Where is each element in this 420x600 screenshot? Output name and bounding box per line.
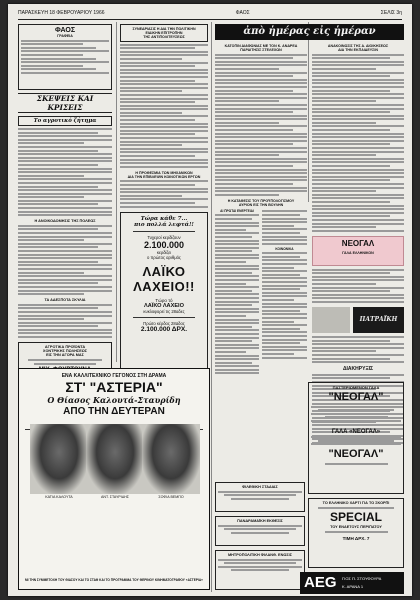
header-rule [18,19,402,20]
date-line: ΠΑΡΑΣΚΕΥΗ 18 ΦΕΒΡΟΥΑΡΙΟΥ 1966 [18,10,105,16]
col3-small-title: ΑΙ ΠΡΩΤΑΙ ΕΝΕΡΓΕΙΑΙ [220,208,254,213]
lottery-line-8: κυκλοφορεί τις 28αδες [143,308,185,314]
ad-line-1: ΑΓΡΟΤΙΚΑ ΠΡΟΪΟΝΤΑ [44,345,86,350]
club-title: ΠΑΝΔΡΑΜΑΪΚΗ ΕΚΘΕΣΙΣ [237,519,283,523]
newspaper-page [8,4,412,596]
lottery-line-2: πιο πολλά λεφτά!! [134,221,194,228]
article2-title: Η ΑΝΟΙΚΟΔΟΜΗΣΙΣ ΤΗΣ ΠΟΛΕΩΣ [34,219,96,224]
masthead-sub: ΓΡΑΦΕΙΑ [57,34,73,38]
col3-small-title-2: ΚΟΙΝΩΝΙΚΑ [275,246,294,251]
aeg-line-1: ΓΙΟΣ Π. ΣΤΟΥΦΟΥΡΑ [342,576,382,581]
article3-body [18,304,112,338]
portrait-caption-2: ΑΝΤ. ΣΤΑΥΡΙΔΗΣ [100,495,130,499]
special-line-1: ΤΟ ΕΛΛΗΝΙΚΟ ΧΑΡΤΙ ΓΙΑ ΤΟ ΣΚΟΡΠΙ [322,501,390,505]
special-brand: SPECIAL [329,510,382,525]
top-headline-box [120,24,208,42]
col4-article2-body [312,269,404,303]
theatre-line-1: ΕΝΑ ΚΑΛΛΙΤΕΧΝΙΚΟ ΓΕΓΟΝΟΣ ΣΤΗ ΔΡΑΜΑ [61,373,167,379]
pink-milk-ad [312,236,404,266]
aeg-line-2: Κ. ΑΡΑΝΑ 1 [342,584,364,589]
top-headline-1: ΣΥΝΕΔΡΙΑΣΙΣ Η ΔΙΑ ΤΗΝ ΠΟΛΙΤΙΚΗΝ [132,27,196,31]
lottery-line-1: Τώρα κάθε 7... [140,215,188,222]
page-label: ΣΕΛΙΣ 3η [380,10,402,16]
metro-title: ΜΗΤΡΟΠΟΛΙΤΙΚΗ ΦΙΛΑΝΘ. ΕΝΩΣΙΣ [228,553,292,557]
special-ad [308,498,404,568]
article1-body [18,128,112,216]
banner-title: ἀπὸ ἡμέρας εἰς ἡμέραν [215,24,404,40]
col3-headline-1a: ΚΑΤΟΠΙΝ ΔΙΑΦΩΝΙΑΣ ΜΕ ΤΟΝ Κ. ΑΝΔΡΕΑ [224,44,298,48]
article3-title: ΤΑ ΑΔΕΣΠΟΤΑ ΣΚΥΛΙΑ [44,298,86,303]
lottery-brand: ΛΑΪΚΟ ΛΑΧΕΙΟ!! [133,263,195,294]
lottery-amount-1: 2.100.000 [143,239,185,250]
mid-headline-1: Η ΠΡΟΘΕΣΜΙΑ ΤΩΝ ΜΗΧΑΝΙΚΩΝ [135,170,193,175]
special-price: ΤΙΜΗ ΔΡΧ. 7 [342,535,370,541]
top-headline-2: ΕΙΔΙΚΗΝ ΕΠΙΤΡΟΠΗΝ [145,31,183,35]
column-1 [18,24,112,376]
notice-title: ΔΙΑΚΗΡΥΞΙΣ [342,366,374,373]
portrait-2 [86,424,144,494]
masthead-name: ΦΑΟΣ [54,27,76,34]
col4-article-body [312,54,404,232]
label-ad [353,307,404,333]
column-divider [116,22,117,362]
theatre-line-4: ΑΠΟ ΤΗΝ ΔΕΥΤΕΡΑΝ [63,406,165,417]
special-line-2: ΤΟΥ ΕΝΑΕΤΟΥΣ ΠΕΡΙΠΑΤΟΥ [330,525,382,530]
masthead-box [18,24,112,90]
label-ad-brand: ΠΑΤΡΑΪΚΗ [359,316,398,324]
neogal-brand-2: "ΝΕΟΓΑΛ" [328,448,384,461]
lottery-line-7: ΛΑΪΚΟ ΛΑΧΕΙΟ [144,302,184,309]
theatre-line-3: Ο Θίασος Καλουτά-Σταυρίδη [47,395,181,405]
metro-ad [215,550,305,590]
col3-headline-1b: ΠΑΡΑΙΤΗΣΙΣ ΣΤΕΛΕΧΩΝ [240,48,282,52]
portrait-caption-1: ΚΑΤΙΑ ΚΑΛΟΥΤΑ [45,495,73,499]
top-headline-3: ΤΗΣ ΑΝΤΙΠΟΛΙΤΕΥΣΕΩΣ [143,35,185,39]
col4-article3-body [312,336,404,363]
theatre-line-2: ΣΤ' "ΑΣΤΕΡΙΑ" [65,379,163,395]
lottery-line-5: ο πρώτος αριθμός [147,254,181,260]
paper-name: ΦΑΟΣ [235,10,250,16]
portrait-3 [142,424,200,494]
lottery-line-3: Τυχεροί κερδίζουν [147,234,181,240]
lottery-line-9: Πρώτο κέρδος 28αδος [143,320,185,326]
article2-body [18,225,112,295]
club-ad [215,516,305,546]
page-header [18,10,402,19]
column-2 [120,24,208,392]
neogal-brand: "ΝΕΟΓΑΛ" [328,391,384,403]
ad-line-3: ΕΙΣ ΤΗΝ ΑΓΟΡΑ ΜΑΣ [46,353,84,358]
label-ad-row [312,307,404,333]
neogal-top: ΠΑΣΤΕΡΙΩΜΕΝΟΝ ΓΑΛΑ [332,385,380,390]
col4-headline-2: ΔΙΑ ΤΗΝ ΕΚΠΑΙΔΕΥΣΙΝ [338,48,378,52]
col3-subcolumn-left [215,209,259,376]
col3-subcolumn-right [262,209,307,376]
aeg-ad [300,572,404,594]
theatre-footer: ΜΙ ΤΗΝ ΣΥΜΜΕΤΟΧΗ ΤΟΥ ΘΙΑΣΟΥ ΚΑΙ ΤΟ ΣΤΑΘ ΚΑΙ ΤΟ ΠΡΟΓΡΑΜΜΑ ΤΟΥ ΘΕΡΙΝΟΥ ΚΙΝΗΜΑΤΟΓΡΑΦΟΥ «ΑΣΤΕΡΙΑ» [25,578,203,582]
church-ad [215,482,305,512]
section-title: ΣΚΕΨΕΙΣ ΚΑΙ ΚΡΙΣΕΙΣ [18,93,112,113]
lottery-ad [120,212,208,392]
label-ad-text-block [312,307,350,333]
col3-headline-2a: Η ΚΑΤΑΘΕΣΙΣ ΤΟΥ ΠΡΟΫΠΟΛΟΓΙΣΜΟΥ [227,198,295,203]
pink-ad-title: ΝΕΟΓΑΛ [341,238,375,248]
col3-article1-body [215,54,307,196]
ad-line-2: ΧΟΝΤΡΙΚΗΣ ΠΩΛΗΣΕΩΣ [42,349,88,354]
lottery-line-6: Τώρο τό [155,297,173,303]
mid-headline-2: ΔΙΑ ΤΗΝ ΕΠΙΒΛΕΨΙΝ ΚΟΙΝΟΤΙΚΩΝ ΕΡΓΩΝ [127,174,201,179]
portrait-caption-3: ΣΟΦΙΑ ΒΕΜΠΟ [158,495,184,499]
col3-headline-2b: ΑΥΡΙΟΝ ΕΙΣ ΤΗΝ ΒΟΥΛΗΝ [238,202,284,207]
portrait-1 [30,424,88,494]
column-divider [308,22,309,202]
col4-headline-1: ΑΝΑΚΟΙΝΩΣΙΣ ΤΗΣ Α. ΔΙΟΙΚΗΣΕΩΣ [327,44,389,48]
neogal-sub: ΓΑΛΑ «ΝΕΟΓΑΛ» [331,428,381,435]
pink-ad-sub: ΓΑΛΑ ΕΛΛΗΝΙΚΟΝ [342,250,374,255]
lottery-line-4: κερδίζει [156,249,172,255]
lottery-amount-2: 2.100.000 ΔΡΧ. [140,325,188,333]
col3-subcolumns [215,209,307,376]
column-divider [211,22,212,592]
article1-title: Το αγροτικό ζήτημα [18,116,112,126]
neogal-ad [308,382,404,494]
aeg-brand: AEG [304,574,337,591]
top-article-body [120,44,208,168]
church-title: ΦΙΛΕΘΙΚΗ ΣΤΑΔΙΑΣ [242,485,278,489]
mid-article-body [120,180,208,207]
